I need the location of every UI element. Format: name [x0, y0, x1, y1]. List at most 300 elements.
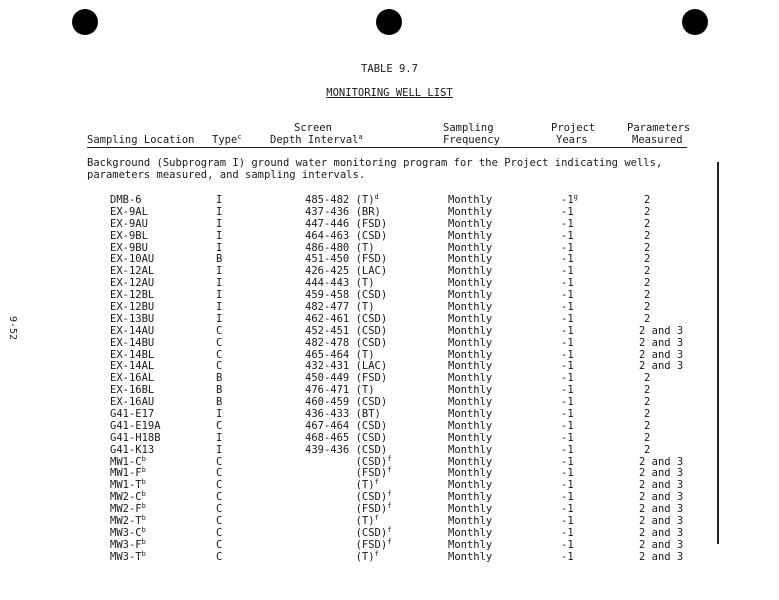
cell-years-text: -1 — [561, 324, 574, 337]
cell-location-text: DMB-6 — [110, 194, 142, 206]
cell-parameters — [644, 420, 650, 432]
cell-location — [110, 289, 154, 301]
cell-type — [216, 384, 222, 396]
punch-hole-center — [376, 9, 402, 35]
cell-depth — [305, 527, 391, 539]
cell-type-text: C — [216, 348, 223, 361]
cell-parameters — [644, 218, 650, 230]
header-depth-line2 — [270, 134, 363, 146]
table-row — [0, 408, 779, 420]
cell-frequency — [448, 539, 492, 551]
cell-depth-text: 464-463 (CSD) — [305, 229, 388, 242]
cell-parameters — [644, 384, 650, 396]
cell-location-text: MW1-C — [110, 455, 142, 468]
table-row — [0, 277, 779, 289]
cell-depth — [305, 396, 387, 408]
cell-parameters-text: 2 — [644, 289, 651, 302]
cell-parameters — [639, 467, 683, 479]
cell-depth — [305, 515, 379, 527]
cell-type — [216, 325, 222, 337]
header-type — [212, 134, 242, 146]
table-row — [0, 432, 779, 444]
cell-years — [561, 420, 574, 432]
table-row — [0, 218, 779, 230]
cell-parameters-text: 2 — [644, 443, 651, 456]
cell-years — [561, 432, 574, 444]
cell-years-footnote: g — [573, 193, 578, 201]
cell-parameters-text: 2 — [644, 431, 651, 444]
cell-location-text: EX-14AU — [110, 324, 155, 337]
cell-years — [561, 539, 574, 551]
cell-years-text: -1 — [561, 408, 574, 421]
table-row — [0, 384, 779, 396]
cell-type — [216, 313, 222, 325]
cell-frequency — [448, 337, 492, 349]
cell-parameters-text: 2 and 3 — [639, 550, 684, 563]
cell-parameters-text: 2 — [644, 312, 651, 325]
cell-depth-footnote: f — [387, 537, 392, 546]
cell-years — [561, 360, 574, 372]
cell-location-text: EX-9AU — [110, 217, 148, 230]
cell-type — [216, 194, 222, 206]
cell-type — [216, 551, 222, 563]
cell-frequency-text: Monthly — [448, 241, 493, 254]
cell-years-text: -1 — [561, 301, 574, 314]
cell-parameters — [644, 230, 650, 242]
cell-frequency — [448, 360, 492, 372]
cell-depth-text: 439-436 (CSD) — [305, 443, 388, 456]
cell-depth — [305, 372, 387, 384]
cell-frequency — [448, 527, 492, 539]
cell-location-text: MW3-F — [110, 538, 142, 551]
cell-depth-text: 482-477 (T) — [305, 301, 375, 314]
cell-frequency — [448, 396, 492, 408]
cell-depth — [305, 349, 375, 361]
cell-type — [216, 479, 222, 491]
cell-years-text: -1 — [561, 384, 574, 397]
cell-type-text: I — [216, 277, 223, 290]
cell-location-text: EX-12AU — [110, 277, 155, 290]
cell-location-text: EX-14AL — [110, 360, 155, 373]
cell-depth — [305, 301, 375, 313]
cell-depth-footnote: f — [387, 466, 392, 475]
cell-frequency — [448, 277, 492, 289]
intro-paragraph: Background (Subprogram I) ground water monitoring program for the Project indicating wells, parameters measured, and sampling intervals. — [87, 157, 663, 181]
cell-years-text: -1 — [561, 312, 574, 325]
header-location: Sampling Location — [87, 134, 195, 146]
cell-type — [216, 467, 222, 479]
cell-parameters-text: 2 — [644, 419, 651, 432]
cell-depth — [305, 242, 375, 254]
cell-parameters-text: 2 — [644, 253, 651, 266]
cell-parameters-text: 2 and 3 — [639, 455, 684, 468]
cell-frequency-text: Monthly — [448, 467, 493, 480]
cell-frequency-text: Monthly — [448, 265, 493, 278]
cell-frequency — [448, 349, 492, 361]
header-params-line1: Parameters — [627, 122, 691, 134]
table-row — [0, 467, 779, 479]
cell-type-text: C — [216, 515, 223, 528]
cell-depth-text: 476-471 (T) — [305, 384, 375, 397]
cell-parameters — [639, 551, 683, 563]
cell-frequency-text: Monthly — [448, 455, 493, 468]
cell-location-footnote: b — [141, 537, 146, 546]
cell-years-text: -1 — [561, 277, 574, 290]
cell-type-text: I — [216, 217, 223, 230]
cell-location-text: G41-H18B — [110, 431, 161, 444]
header-depth-footnote: a — [358, 133, 363, 141]
cell-depth-footnote: f — [374, 478, 379, 487]
cell-location-footnote: b — [141, 478, 146, 487]
cell-frequency — [448, 206, 492, 218]
cell-parameters — [639, 539, 683, 551]
cell-years-text: -1 — [561, 372, 574, 385]
cell-frequency — [448, 503, 492, 515]
table-title — [0, 87, 779, 99]
cell-type-text: I — [216, 408, 223, 421]
cell-depth — [305, 337, 387, 349]
cell-location — [110, 325, 154, 337]
cell-location — [110, 515, 146, 527]
cell-type-text: C — [216, 550, 223, 563]
cell-type — [216, 301, 222, 313]
cell-frequency — [448, 551, 492, 563]
cell-parameters-text: 2 and 3 — [639, 360, 684, 373]
cell-parameters-text: 2 — [644, 205, 651, 218]
cell-type — [216, 527, 222, 539]
table-row — [0, 503, 779, 515]
cell-location-footnote: b — [141, 490, 146, 499]
cell-location — [110, 467, 146, 479]
cell-location — [110, 384, 154, 396]
cell-type-text: B — [216, 372, 223, 385]
header-years-line1: Project — [551, 122, 596, 134]
cell-type — [216, 218, 222, 230]
cell-years — [561, 253, 574, 265]
cell-depth — [305, 491, 391, 503]
cell-years-text: -1 — [561, 431, 574, 444]
cell-parameters-text: 2 and 3 — [639, 467, 684, 480]
cell-years — [561, 206, 574, 218]
cell-parameters-text: 2 and 3 — [639, 348, 684, 361]
cell-parameters — [644, 289, 650, 301]
cell-depth-text: 482-478 (CSD) — [305, 336, 388, 349]
cell-years-text: -1 — [561, 550, 574, 563]
cell-location-footnote: b — [141, 454, 146, 463]
cell-depth-text: 447-446 (FSD) — [305, 217, 388, 230]
cell-depth-footnote: f — [387, 502, 392, 511]
cell-years — [561, 491, 574, 503]
cell-depth — [305, 230, 387, 242]
cell-frequency-text: Monthly — [448, 324, 493, 337]
cell-years — [561, 503, 574, 515]
punch-hole-right — [682, 9, 708, 35]
cell-years — [561, 384, 574, 396]
cell-frequency — [448, 384, 492, 396]
cell-location — [110, 242, 148, 254]
cell-depth-text: (FSD) — [305, 503, 388, 516]
cell-parameters — [644, 194, 650, 206]
cell-depth-footnote: f — [387, 490, 392, 499]
cell-frequency-text: Monthly — [448, 312, 493, 325]
cell-location-text: EX-16AL — [110, 372, 155, 385]
cell-frequency — [448, 467, 492, 479]
cell-years — [561, 527, 574, 539]
cell-parameters — [639, 503, 683, 515]
cell-frequency-text: Monthly — [448, 419, 493, 432]
cell-years-text: -1 — [561, 515, 574, 528]
cell-frequency-text: Monthly — [448, 479, 493, 492]
cell-frequency — [448, 479, 492, 491]
cell-depth-text: 462-461 (CSD) — [305, 312, 388, 325]
cell-type-text: C — [216, 526, 223, 539]
cell-years-text: -1 — [561, 396, 574, 409]
cell-location — [110, 539, 146, 551]
cell-depth — [305, 277, 375, 289]
header-depth-text: Depth Interval — [270, 134, 359, 146]
cell-years — [561, 515, 574, 527]
cell-location — [110, 253, 154, 265]
cell-location — [110, 420, 161, 432]
cell-parameters — [644, 206, 650, 218]
cell-parameters — [644, 265, 650, 277]
cell-parameters-text: 2 — [644, 301, 651, 314]
cell-frequency — [448, 325, 492, 337]
cell-years-text: -1 — [561, 443, 574, 456]
cell-depth-footnote: f — [374, 549, 379, 558]
table-row — [0, 206, 779, 218]
cell-location — [110, 479, 146, 491]
cell-frequency — [448, 420, 492, 432]
cell-type — [216, 265, 222, 277]
header-depth-line1: Screen — [294, 122, 332, 134]
cell-parameters — [639, 527, 683, 539]
cell-parameters — [644, 253, 650, 265]
cell-frequency — [448, 230, 492, 242]
cell-frequency — [448, 456, 492, 468]
header-frequency-line2: Frequency — [443, 134, 500, 146]
cell-location-text: EX-10AU — [110, 253, 155, 266]
cell-location-text: G41-K13 — [110, 443, 155, 456]
cell-location — [110, 313, 154, 325]
cell-type — [216, 408, 222, 420]
cell-years — [561, 313, 574, 325]
cell-depth-footnote: f — [387, 525, 392, 534]
cell-years-text: -1 — [561, 455, 574, 468]
cell-type-text: I — [216, 265, 223, 278]
cell-depth-text: 468-465 (CSD) — [305, 431, 388, 444]
cell-location-footnote: b — [141, 549, 146, 558]
cell-depth-text: (T) — [305, 515, 375, 528]
cell-parameters — [644, 301, 650, 313]
cell-frequency — [448, 265, 492, 277]
cell-location-footnote: b — [141, 525, 146, 534]
header-years-line2: Years — [556, 134, 588, 146]
cell-location — [110, 301, 154, 313]
cell-depth-text: (T) — [305, 479, 375, 492]
cell-type — [216, 396, 222, 408]
cell-frequency-text: Monthly — [448, 360, 493, 373]
cell-location — [110, 456, 146, 468]
cell-location-text: MW2-F — [110, 503, 142, 516]
table-row — [0, 289, 779, 301]
cell-years-text: -1 — [561, 229, 574, 242]
cell-depth — [305, 432, 387, 444]
cell-frequency — [448, 301, 492, 313]
cell-frequency — [448, 218, 492, 230]
cell-depth-text: 460-459 (CSD) — [305, 396, 388, 409]
cell-location-text: EX-9AL — [110, 205, 148, 218]
cell-parameters — [644, 277, 650, 289]
cell-depth — [305, 265, 387, 277]
cell-location-text: EX-14BL — [110, 348, 155, 361]
cell-type-text: C — [216, 336, 223, 349]
cell-type-text: B — [216, 384, 223, 397]
cell-frequency-text: Monthly — [448, 301, 493, 314]
cell-parameters — [644, 408, 650, 420]
cell-location-text: EX-16AU — [110, 396, 155, 409]
cell-type-text: C — [216, 467, 223, 480]
cell-type-text: I — [216, 289, 223, 302]
cell-frequency — [448, 194, 492, 206]
cell-type-text: I — [216, 301, 223, 314]
cell-type-text: C — [216, 360, 223, 373]
well-list-table — [0, 194, 779, 563]
cell-frequency — [448, 408, 492, 420]
cell-location-text: G41-E19A — [110, 419, 161, 432]
cell-location — [110, 491, 146, 503]
cell-years-text: -1 — [561, 360, 574, 373]
cell-depth-text: 437-436 (BR) — [305, 205, 381, 218]
cell-frequency-text: Monthly — [448, 538, 493, 551]
cell-frequency-text: Monthly — [448, 289, 493, 302]
cell-years-text: -1 — [561, 289, 574, 302]
cell-frequency-text: Monthly — [448, 408, 493, 421]
cell-type — [216, 539, 222, 551]
cell-parameters-text: 2 and 3 — [639, 479, 684, 492]
cell-parameters-text: 2 — [644, 265, 651, 278]
cell-depth-text: 467-464 (CSD) — [305, 419, 388, 432]
cell-parameters-text: 2 — [644, 408, 651, 421]
cell-location — [110, 551, 146, 563]
table-row — [0, 265, 779, 277]
cell-depth — [305, 408, 381, 420]
cell-depth-text: (CSD) — [305, 526, 388, 539]
cell-type-text: I — [216, 312, 223, 325]
punch-hole-left — [72, 9, 98, 35]
cell-depth-text: 451-450 (FSD) — [305, 253, 388, 266]
cell-frequency-text: Monthly — [448, 277, 493, 290]
cell-frequency — [448, 432, 492, 444]
cell-type — [216, 491, 222, 503]
table-row — [0, 313, 779, 325]
cell-frequency-text: Monthly — [448, 217, 493, 230]
cell-type-text: C — [216, 479, 223, 492]
table-row — [0, 539, 779, 551]
cell-location — [110, 194, 142, 206]
cell-type-text: C — [216, 324, 223, 337]
cell-depth — [305, 194, 379, 206]
cell-parameters — [639, 360, 683, 372]
cell-parameters — [644, 432, 650, 444]
cell-frequency — [448, 242, 492, 254]
cell-parameters — [644, 313, 650, 325]
cell-type — [216, 372, 222, 384]
cell-location-text: MW1-T — [110, 479, 142, 492]
table-row — [0, 253, 779, 265]
cell-location — [110, 218, 148, 230]
cell-type-text: B — [216, 253, 223, 266]
cell-type — [216, 420, 222, 432]
cell-years — [561, 194, 578, 206]
cell-depth — [305, 360, 387, 372]
table-row — [0, 360, 779, 372]
cell-type-text: C — [216, 455, 223, 468]
cell-parameters-text: 2 — [644, 277, 651, 290]
cell-frequency — [448, 444, 492, 456]
cell-frequency — [448, 372, 492, 384]
cell-depth — [305, 313, 387, 325]
cell-years-text: -1 — [561, 265, 574, 278]
cell-depth-text: (CSD) — [305, 455, 388, 468]
header-params-line2: Measured — [632, 134, 683, 146]
cell-depth-text: (FSD) — [305, 467, 388, 480]
cell-years-text: -1 — [561, 217, 574, 230]
cell-location — [110, 277, 154, 289]
cell-frequency-text: Monthly — [448, 384, 493, 397]
cell-location-text: MW2-C — [110, 491, 142, 504]
cell-years-text: -1 — [561, 336, 574, 349]
table-row — [0, 230, 779, 242]
cell-frequency-text: Monthly — [448, 348, 493, 361]
cell-parameters — [639, 325, 683, 337]
table-row — [0, 337, 779, 349]
cell-parameters — [639, 479, 683, 491]
cell-location-text: EX-9BL — [110, 229, 148, 242]
cell-location-text: EX-12BL — [110, 289, 155, 302]
cell-location-text: EX-16BL — [110, 384, 155, 397]
page-number: 9-52 — [7, 316, 18, 341]
cell-parameters-text: 2 — [644, 229, 651, 242]
cell-location-text: EX-14BU — [110, 336, 155, 349]
cell-years-text: -1 — [561, 467, 574, 480]
cell-depth — [305, 444, 387, 456]
cell-type — [216, 444, 222, 456]
cell-parameters-text: 2 and 3 — [639, 491, 684, 504]
cell-parameters-text: 2 — [644, 396, 651, 409]
cell-location-text: MW1-F — [110, 467, 142, 480]
cell-parameters-text: 2 and 3 — [639, 336, 684, 349]
cell-frequency — [448, 289, 492, 301]
cell-frequency — [448, 253, 492, 265]
cell-years — [561, 456, 574, 468]
cell-parameters-text: 2 — [644, 372, 651, 385]
cell-parameters-text: 2 and 3 — [639, 515, 684, 528]
cell-type-text: C — [216, 419, 223, 432]
cell-depth-text: 486-480 (T) — [305, 241, 375, 254]
cell-years-text: -1 — [561, 205, 574, 218]
cell-frequency-text: Monthly — [448, 205, 493, 218]
cell-location-footnote: b — [141, 466, 146, 475]
cell-years — [561, 301, 574, 313]
cell-location-text: MW2-T — [110, 515, 142, 528]
table-number: TABLE 9.7 — [361, 63, 418, 75]
cell-frequency — [448, 491, 492, 503]
cell-depth-footnote: f — [387, 454, 392, 463]
cell-frequency-text: Monthly — [448, 229, 493, 242]
cell-depth-text: 452-451 (CSD) — [305, 324, 388, 337]
cell-location-text: EX-9BU — [110, 241, 148, 254]
